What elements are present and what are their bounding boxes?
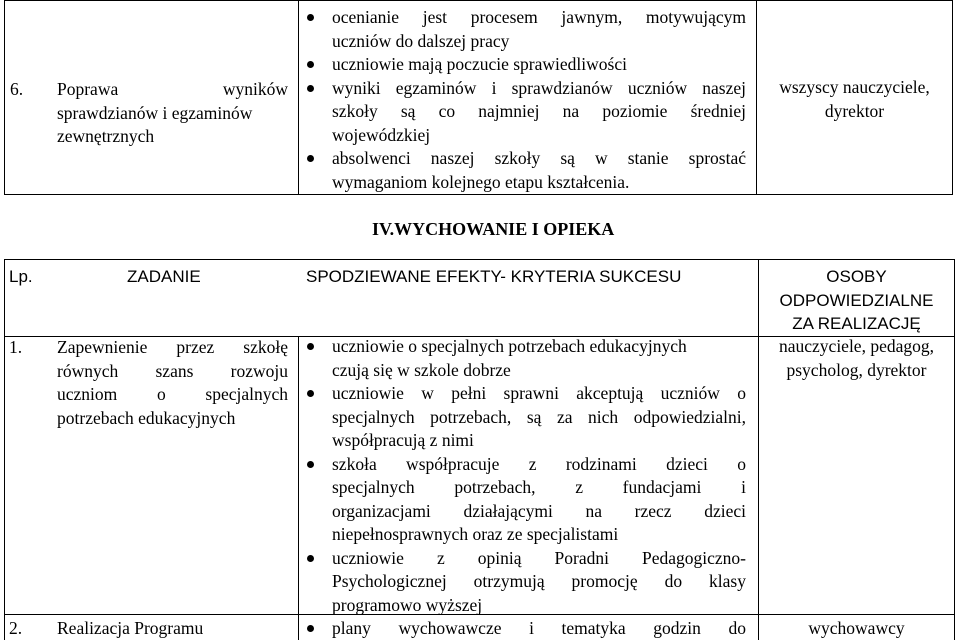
- row2-task: Realizacja Programu: [57, 618, 204, 638]
- row2-responsible: wychowawcy: [808, 618, 905, 638]
- row6-criteria-line: wojewódzkiej: [332, 124, 431, 145]
- bullet-icon: [307, 85, 314, 92]
- row1-responsible-line: nauczyciele, pedagog,: [779, 336, 934, 356]
- row1-task-line: potrzebach edukacyjnych: [57, 407, 236, 428]
- main-table-divider-1: [298, 337, 299, 640]
- row1-criteria-line: uczniowie z opinią Poradni Pedagogiczno-: [332, 547, 746, 568]
- row6-responsible-line: dyrektor: [824, 100, 885, 121]
- row6-task-line: zewnętrznych: [57, 126, 155, 146]
- top-table-divider-1: [298, 0, 299, 195]
- row1-criteria-line: specjalnych potrzebach, są za nich odpowiedzialni,: [332, 406, 746, 427]
- row1-criteria-line: współpracują z nimi: [332, 430, 474, 450]
- row1-number: 1.: [9, 337, 23, 357]
- row1-task-line: Zapewnienie przez szkołę: [57, 337, 288, 357]
- row1-criteria-line: uczniowie w pełni sprawni akceptują uczniów o: [332, 383, 746, 403]
- main-table-left-border: [4, 259, 5, 640]
- main-table-top-border: [4, 259, 954, 260]
- row1-criteria-line: czują się w szkole dobrze: [332, 359, 511, 380]
- header-responsible-line: OSOBY: [826, 267, 887, 286]
- row2-number: 2.: [9, 618, 23, 638]
- row6-criteria-line: wyniki egzaminów i sprawdzianów uczniów naszej: [332, 77, 746, 98]
- bullet-icon: [307, 390, 314, 397]
- header-task: ZADANIE: [127, 267, 201, 286]
- row6-responsible-line: wszyscy nauczyciele,: [779, 77, 930, 97]
- section-heading: IV.WYCHOWANIE I OPIEKA: [372, 219, 615, 239]
- bullet-icon: [307, 461, 314, 468]
- row1-criteria-line: uczniowie o specjalnych potrzebach edukacyjnych: [332, 336, 687, 356]
- row1-criteria-line: specjalnych potrzebach, z fundacjami i: [332, 477, 746, 497]
- row2-criteria-line: plany wychowawcze i tematyka godzin do: [332, 618, 746, 638]
- header-lp: Lp.: [9, 267, 33, 286]
- main-table-right-border: [954, 259, 955, 640]
- header-responsible-line: ODPOWIEDZIALNE: [779, 290, 934, 310]
- row1-criteria-line: programowo wyższej: [332, 594, 483, 615]
- row1-task-line: równych szans rozwoju: [57, 360, 288, 381]
- row6-criteria-line: uczniów do dalszej pracy: [332, 30, 510, 51]
- top-table-top-border: [4, 0, 952, 1]
- row1-task-line: uczniom o specjalnych: [57, 384, 288, 404]
- bullet-icon: [307, 343, 314, 350]
- top-table-left-border: [4, 0, 5, 195]
- row6-number: 6.: [10, 79, 24, 99]
- row1-criteria-line: Psychologicznej otrzymują promocję do klasy: [332, 571, 746, 591]
- row6-criteria-line: ocenianie jest procesem jawnym, motywującym: [332, 7, 746, 27]
- bullet-icon: [307, 61, 314, 68]
- header-responsible-line: ZA REALIZACJĘ: [792, 314, 921, 333]
- bullet-icon: [307, 14, 314, 21]
- row6-criteria-line: absolwenci naszej szkoły są w stanie sprostać: [332, 148, 746, 168]
- bullet-icon: [307, 625, 314, 632]
- row6-task-line: Poprawa wyników: [57, 79, 288, 99]
- row1-criteria-line: organizacjami działającymi na rzecz dzieci: [332, 500, 746, 521]
- row1-criteria-line: szkoła współpracuje z rodzinami dzieci o: [332, 453, 746, 474]
- top-table-right-border: [952, 0, 953, 195]
- bullet-icon: [307, 555, 314, 562]
- row1-responsible-line: psycholog, dyrektor: [786, 359, 927, 380]
- top-table-bottom-border: [4, 194, 952, 195]
- row1-criteria-line: niepełnosprawnych oraz ze specjalistami: [332, 524, 619, 544]
- bullet-icon: [307, 155, 314, 162]
- row6-criteria-line: szkoły są co najmniej na poziomie średniej: [332, 101, 746, 121]
- row6-criteria-line: uczniowie mają poczucie sprawiedliwości: [332, 54, 627, 74]
- header-criteria: SPODZIEWANE EFEKTY- KRYTERIA SUKCESU: [306, 267, 682, 286]
- row6-task-line: sprawdzianów i egzaminów: [57, 102, 253, 123]
- row6-criteria-line: wymaganiom kolejnego etapu kształcenia.: [332, 171, 630, 192]
